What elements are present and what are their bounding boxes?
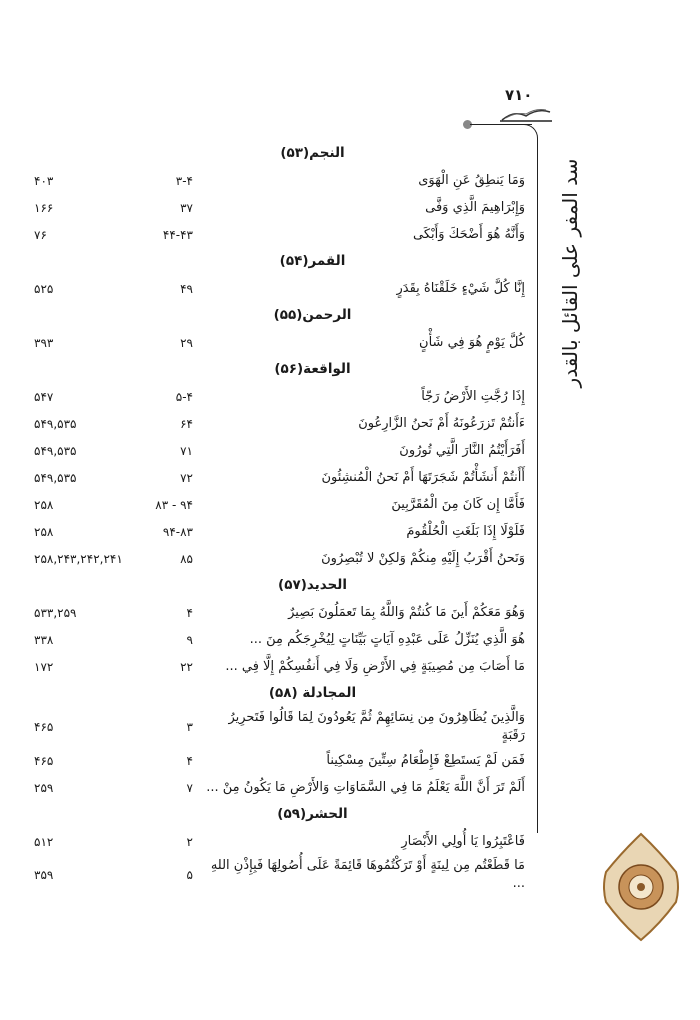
verse-text: فَمَن لَمْ يَستَطِعْ فَإِطْعَامُ سِتِّينَ مِسْكِيناً (326, 752, 525, 768)
index-entry (30, 383, 525, 410)
page-reference: ۲۵۸ (34, 524, 54, 539)
verse-number: ۴ (186, 753, 193, 768)
page-number: ۷۱۰ (505, 86, 533, 104)
index-entry (30, 707, 525, 747)
page-reference: ۲۵۸,۲۴۳,۲۴۲,۲۴۱ (34, 551, 123, 566)
page-reference: ۱۶۶ (34, 200, 54, 215)
page-reference: ۷۶ (34, 227, 47, 242)
index-entry (30, 626, 525, 653)
verse-number: ۹۴ - ۸۳ (155, 497, 193, 512)
verse-text: مَا قَطَعْتُم مِن لِينَةٍ أَوْ تَرَكْتُمُوهَا قَائِمَةً عَلَى أُصُولِهَا فَبِإِذْنِ اللهِ ... (210, 858, 525, 891)
verse-text: وَإِبْرَاهِيمَ الَّذِي وَفَّى (425, 199, 525, 215)
verse-text: وَنَحنُ أَقْرَبُ إِلَيْهِ مِنكُمْ وَلكِنْ لا تُبْصِرُونَ (321, 550, 525, 566)
index-entry (30, 828, 525, 855)
verse-text: مَا أَصَابَ مِن مُصِيبَةٍ فِي الأَرْضِ وَلَا فِي أَنفُسِكُمْ إِلَّا فِي ... (225, 658, 525, 674)
verse-number: ۲ (186, 834, 193, 849)
index-entry (30, 774, 525, 801)
verse-text: فَلَوْلَا إِذَا بَلَغَتِ الْحُلْقُومَ (406, 523, 525, 539)
verse-text: أَفَرَأَيْتُمُ النَّارَ الَّتِي تُورُونَ (399, 442, 525, 458)
page-reference: ۵۴۹,۵۳۵ (34, 416, 77, 431)
page-reference: ۵۴۹,۵۳۵ (34, 470, 77, 485)
index-entry (30, 518, 525, 545)
verse-number: ۷ (186, 780, 193, 795)
verse-number: ۵ (186, 868, 193, 882)
index-entry (30, 855, 525, 895)
verse-text: إِنَّا كُلَّ شَيْءٍ خَلَقْنَاهُ بِقَدَرٍ (396, 280, 525, 296)
verse-number: ۴ (186, 605, 193, 620)
verse-text: وَأَنَّهُ هُوَ أَضْحَكَ وَأَبْكَى (413, 226, 525, 242)
verse-number: ۷۲ (180, 470, 193, 485)
verse-text: كُلَّ يَوْمٍ هُوَ فِي شَأْنٍ (419, 334, 525, 350)
verse-number: ۳۷ (180, 200, 193, 215)
page-reference: ۳۳۸ (34, 632, 54, 647)
index-entry (30, 437, 525, 464)
surah-header: النجم(۵۳) (280, 145, 345, 161)
index-entry (30, 275, 525, 302)
page-reference: ۳۹۳ (34, 335, 54, 350)
verse-text: وَهُوَ مَعَكُمْ أَينَ مَا كُنتُمْ وَاللَّهُ بِمَا تَعمَلُونَ بَصِيرٌ (288, 604, 525, 620)
frame-vertical-line (537, 143, 538, 833)
side-book-title: سد المفر على القائل بالقدر (558, 158, 582, 388)
verse-number: ۹ (186, 632, 193, 647)
verse-text: فَاعْتَبِرُوا يَا أُولِي الأَبْصَارِ (401, 833, 525, 849)
index-entry (30, 747, 525, 774)
verse-text: أَأَنتُمْ أَنشَأْتُمْ شَجَرَتَهَا أَمْ نَحنُ الْمُنشِئُونَ (321, 469, 525, 485)
surah-header: الواقعة(۵۶) (274, 361, 351, 377)
surah-header: الحشر(۵۹) (277, 806, 348, 822)
verse-text: أَلَمْ تَرَ أَنَّ اللَّهَ يَعْلَمُ مَا فِي السَّمَاوَاتِ وَالأَرْضِ مَا يَكُونُ مِنْ ... (206, 779, 525, 795)
verse-number: ۲۲ (180, 659, 193, 674)
index-entry (30, 167, 525, 194)
page-reference: ۴۰۳ (34, 173, 54, 188)
page-reference: ۵۲۵ (34, 281, 54, 296)
page-reference: ۳۵۹ (34, 868, 54, 882)
surah-header: الرحمن(۵۵) (273, 307, 352, 323)
verse-text: فَأَمَّا إِن كَانَ مِنَ الْمُقَرَّبِينَ (391, 496, 525, 512)
page-reference: ۵۱۲ (34, 834, 54, 849)
index-list (30, 140, 525, 895)
page-reference: ۱۷۲ (34, 659, 54, 674)
index-entry (30, 464, 525, 491)
page-reference: ۲۵۹ (34, 780, 54, 795)
surah-header: الحديد(۵۷) (278, 577, 347, 593)
page-reference: ۵۴۷ (34, 389, 54, 404)
verse-number: ۳-۴ (175, 173, 193, 188)
index-entry (30, 545, 525, 572)
verse-number: ۴۴-۴۳ (162, 227, 193, 242)
ornament-medallion-icon (602, 832, 680, 942)
verse-number: ۳ (186, 720, 193, 734)
surah-header: القمر(۵۴) (279, 253, 346, 269)
surah-header: المجادلة (۵۸) (268, 685, 357, 701)
verse-text: وَالَّذِينَ يُظَاهِرُونَ مِن نِسَائِهِمْ ثُمَّ يَعُودُونَ لِمَا قَالُوا فَتَحرِيرُ رَقَبَةٍ (228, 710, 525, 743)
page-reference: ۲۵۸ (34, 497, 54, 512)
verse-number: ۸۵ (180, 551, 193, 566)
verse-number: ۶۴ (180, 416, 193, 431)
index-entry (30, 194, 525, 221)
index-entry (30, 329, 525, 356)
verse-number: ۷۱ (180, 443, 193, 458)
verse-number: ۲۹ (180, 335, 193, 350)
index-entry (30, 491, 525, 518)
verse-text: إِذَا رُجَّتِ الأَرْضُ رَجّاً (421, 388, 525, 404)
index-entry (30, 410, 525, 437)
index-entry (30, 599, 525, 626)
page-reference: ۴۶۵ (34, 753, 54, 768)
index-entry (30, 653, 525, 680)
verse-text: وَمَا يَنطِقُ عَنِ الْهَوَى (418, 172, 525, 188)
page-reference: ۵۴۹,۵۳۵ (34, 443, 77, 458)
verse-text: ءَأَنتُمْ تَزرَعُونَهُ أَمْ نَحنُ الزَّارِعُونَ (358, 415, 525, 431)
verse-number: ۵-۴ (175, 389, 193, 404)
page-reference: ۵۳۳,۲۵۹ (34, 605, 77, 620)
verse-text: هُوَ الَّذِي يُنَزِّلُ عَلَى عَبْدِهِ آيَاتٍ بَيِّنَاتٍ لِيُخْرِجَكُم مِنَ ... (249, 631, 525, 647)
page-reference: ۴۶۵ (34, 720, 54, 734)
verse-number: ۴۹ (180, 281, 193, 296)
index-entry (30, 221, 525, 248)
open-book-icon (500, 104, 552, 122)
verse-number: ۹۴-۸۳ (162, 524, 193, 539)
